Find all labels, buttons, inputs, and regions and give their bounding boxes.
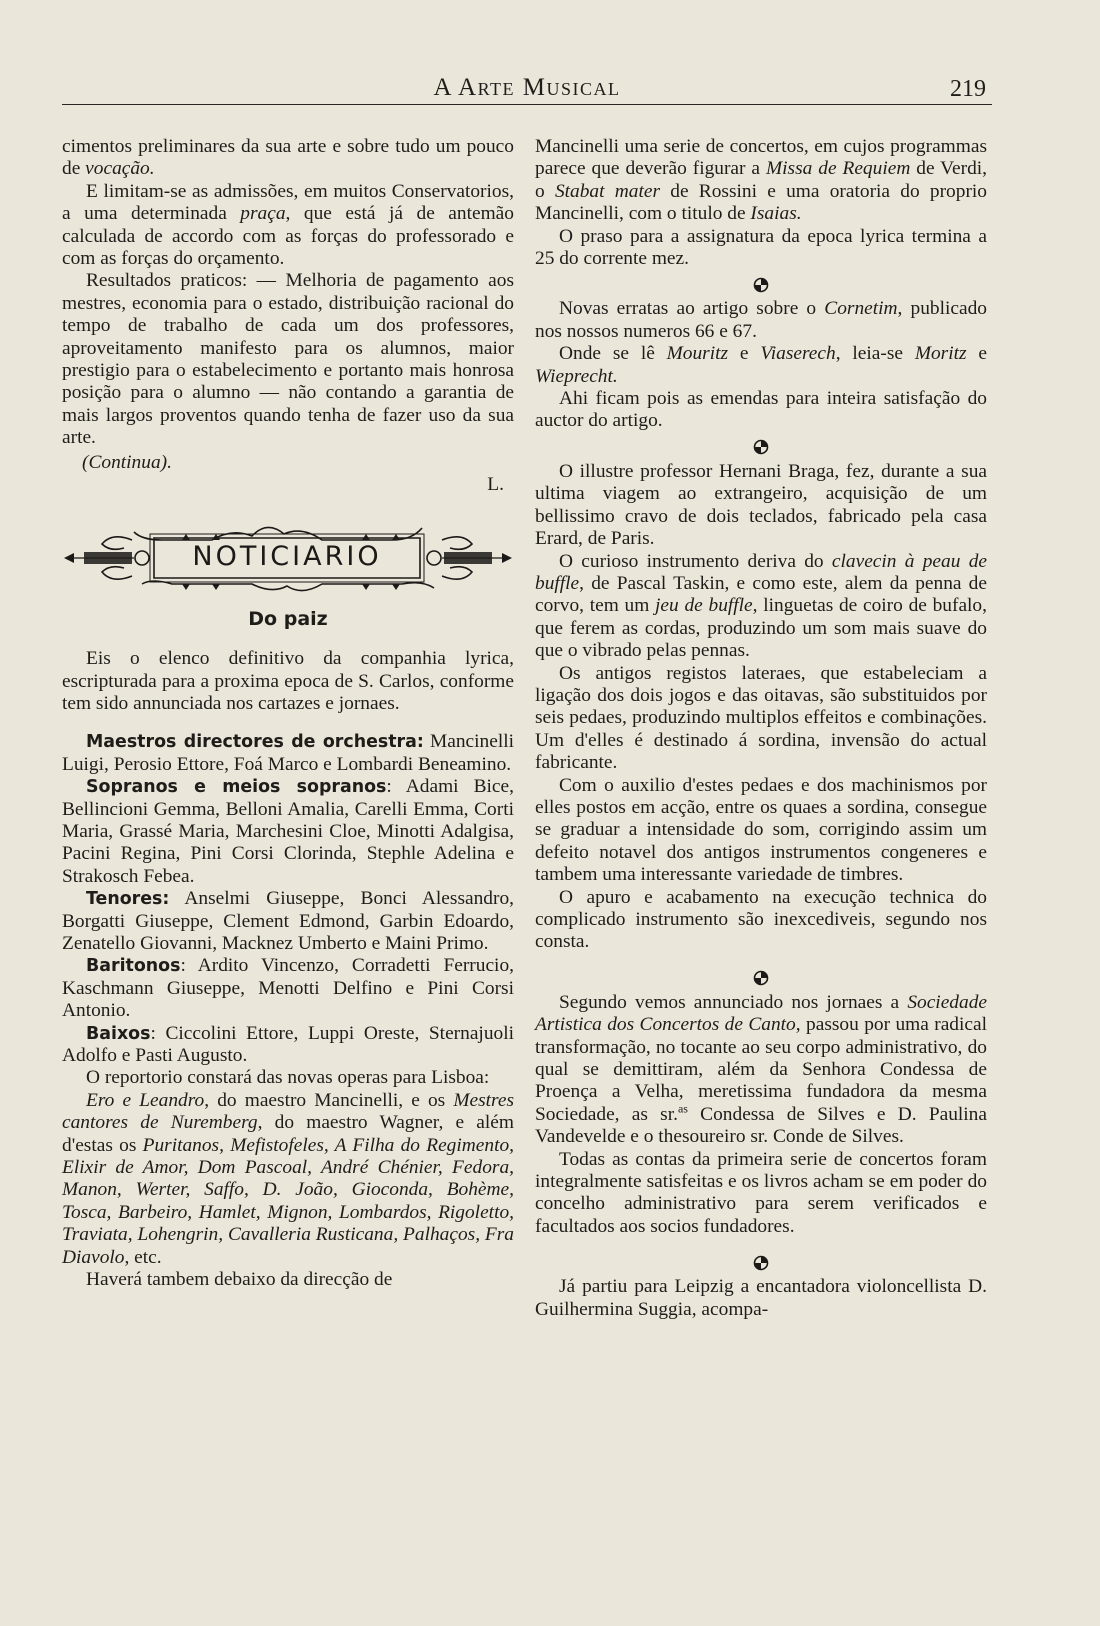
cast-sopranos: Sopranos e meios sopranos: Adami Bice, Bellincioni Gemma, Belloni Amalia, Carelli Emma, Corti Maria, Grassé Maria, Marchesini Cloe, Minotti Adalgisa, Pacini Regina, Pini Corsi Clorinda, Stephle Adelina e Strakosch Febea. xyxy=(62,776,514,887)
paragraph: O illustre professor Hernani Braga, fez, durante a sua ultima viagem ao extrangeiro, acquisição de um bellissimo cravo de dois teclados, fabricado pela casa Erard, de Paris. xyxy=(535,460,987,550)
running-header xyxy=(62,70,992,105)
right-column xyxy=(535,136,987,1321)
spacer xyxy=(62,715,514,731)
article-signoff xyxy=(62,452,514,498)
paragraph: Resultados praticos: — Melhoria de pagamento aos mestres, economia para o estado, distribuição racional do tempo de trabalho de cada um dos professores, aproveitamento manifesto para os alumnos, maior prestigio para o estabelecimento e portanto mais honrosa posição para o alumno — não contando a garantia de mais largos proventos quando tenha de fazer uso da sua arte. xyxy=(62,270,514,449)
left-column xyxy=(62,136,514,1291)
paragraph: Os antigos registos lateraes, que estabeleciam a ligação dos dois jogos e das oitavas, são substituidos por seis pedaes, produzindo multiplos effeitos e combinações. Um d'elles é destinado á sordina, invensão do actual fabricante. xyxy=(535,662,987,774)
spacer xyxy=(535,954,987,964)
section-ornament-icon xyxy=(535,1248,987,1276)
cast-tenores: Tenores: Anselmi Giuseppe, Bonci Alessandro, Borgatti Giuseppe, Clement Edmond, Garbin Edoardo, Zenatello Giovanni, Macknez Umberto e Maini Primo. xyxy=(62,888,514,954)
section-ornament-icon xyxy=(535,433,987,461)
noticiario-title: NOTICIARIO xyxy=(192,540,382,572)
cast-maestros: Maestros directores de orchestra: Mancinelli Luigi, Perosio Ettore, Foá Marco e Lombardi Beneamino. xyxy=(62,731,514,775)
page-number: 219 xyxy=(950,76,986,102)
paragraph: Todas as contas da primeira serie de concertos foram integralmente satisfeitas e os livros acham se em poder do concelho administrativo para serem verificados e facultados aos socios fundadores. xyxy=(535,1148,987,1237)
paragraph: Segundo vemos annunciado nos jornaes a Sociedade Artistica dos Concertos de Canto, passou por uma radical transformação, no tocante ao seu corpo administrativo, do qual se demittiram, além da Senhora Condessa de Proença a Velha, meretissima fundadora da mesma Sociedade, as sr.$^{as}$ Condessa de Silves e D. Paulina Vandevelde e o thesoureiro sr. Conde de Silves. xyxy=(535,991,987,1148)
paragraph: Eis o elenco definitivo da companhia lyrica, escripturada para a proxima epoca de S. Carlos, conforme tem sido annunciada nos cartazes e jornaes. xyxy=(62,648,514,714)
paragraph: Já partiu para Leipzig a encantadora violoncellista D. Guilhermina Suggia, acompa- xyxy=(535,1276,987,1320)
paragraph: O praso para a assignatura da epoca lyrica termina a 25 do corrente mez. xyxy=(535,225,987,270)
paragraph: Com o auxilio d'estes pedaes e dos machinismos por elles postos em acção, entre os quaes a sordina, consegue se graduar a intensidade do som, corrigindo assim um defeito notavel dos antigos instrumentos congeneres e tambem uma interessante variedade de timbres. xyxy=(535,774,987,886)
paragraph: Onde se lê Mouritz e Viaserech, leia-se Moritz e Wieprecht. xyxy=(535,343,987,387)
paragraph: Haverá tambem debaixo da direcção de xyxy=(86,1269,393,1291)
paragraph: Novas erratas ao artigo sobre o Cornetim, publicado nos nossos numeros 66 e 67. xyxy=(535,298,987,342)
opera-list: Ero e Leandro, do maestro Mancinelli, e os Mestres cantores de Nuremberg, do maestro Wagner, e além d'estas os Puritanos, Mefistofeles, A Filha do Regimento, Elixir de Amor, Dom Pascoal, André Chénier, Fedora, Manon, Werter, Saffo, D. João, Gioconda, Bohème, Tosca, Barbeiro, Hamlet, Mignon, Lombardos, Rigoletto, Traviata, Lohengrin, Cavalleria Rusticana, Palhaços, Fra Diavolo, etc. xyxy=(62,1089,514,1268)
author-signature: L. xyxy=(487,473,504,495)
cast-baritonos: Baritonos: Ardito Vincenzo, Corradetti Ferrucio, Kaschmann Giuseppe, Menotti Delfino e Pini Corsi Antonio. xyxy=(62,955,514,1022)
paragraph: O apuro e acabamento na execução technica do complicado instrumento são inexcediveis, segundo nos consta. xyxy=(535,886,987,953)
spacer xyxy=(535,1238,987,1248)
cast-baixos: Baixos: Ciccolini Ettore, Luppi Oreste, Sternajuoli Adolfo e Pasti Augusto. xyxy=(62,1022,514,1066)
paragraph: cimentos preliminares da sua arte e sobre tudo um pouco de vocação. xyxy=(62,136,514,180)
section-ornament-icon xyxy=(535,964,987,992)
paragraph: Mancinelli uma serie de concertos, em cujos programmas parece que deverão figurar a Missa de Requiem de Verdi, o Stabat mater de Rossini e uma oratoria do proprio Mancinelli, com o titulo de Isaias. xyxy=(535,136,987,225)
paragraph: O curioso instrumento deriva do clavecin à peau de buffle, de Pascal Taskin, e como este, alem da penna de corvo, tem um jeu de buffle, linguetas de coiro de bufalo, que ferem as cordas, produzindo um som mais suave do que o vibrado pelas pennas. xyxy=(535,550,987,662)
journal-title: A Arte Musical xyxy=(433,74,621,101)
paragraph: Ahi ficam pois as emendas para inteira satisfação do auctor do artigo. xyxy=(535,388,987,432)
continua-note: (Continua). xyxy=(82,451,172,473)
section-heading: Do paiz xyxy=(248,607,328,630)
section-ornament-icon xyxy=(535,270,987,298)
noticiario-banner xyxy=(62,508,514,604)
paragraph: E limitam-se as admissões, em muitos Conservatorios, a uma determinada praça, que está já de antemão calculada de accordo com as forças do professorado e com as forças do orçamento. xyxy=(62,180,514,270)
paragraph: O reportorio constará das novas operas para Lisboa: xyxy=(86,1067,490,1089)
